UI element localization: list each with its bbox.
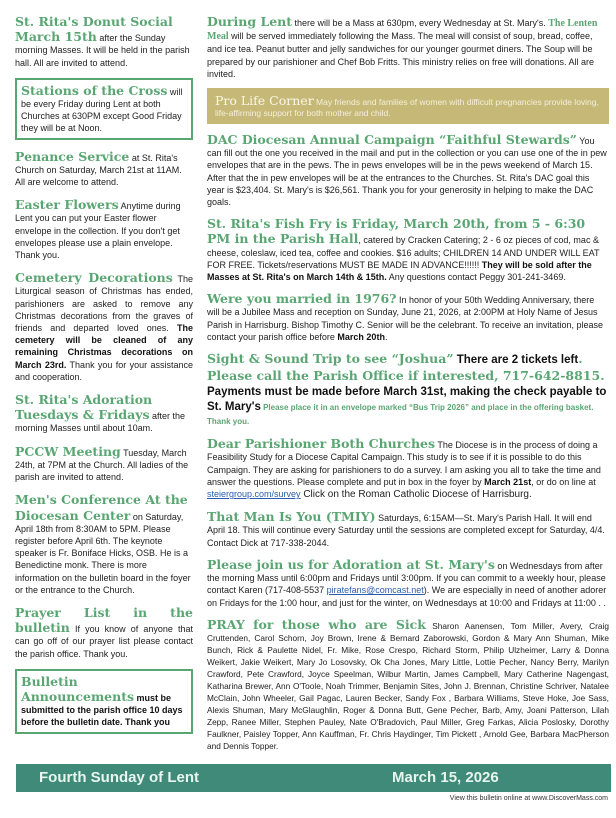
section-text: will be served immediately following the Mass. The meal will consist of soup, bread, coffee, and ice tea. Peanut butter and jelly sandwiches for our younger gourmet diners. The Soup will be prepared by our parishioner and Chef Bob Fritts. This ministry relies on free will donations. All are invited. xyxy=(207,31,595,79)
prayer-for-sick-list xyxy=(207,617,609,752)
footer-bar xyxy=(16,764,611,792)
section-heading: Men's Conference At the Diocesan Center xyxy=(15,492,188,523)
mens-conference-notice xyxy=(15,492,193,596)
section-text: on Wednesdays from after the morning Mass until 6:00pm and Fridays until 3:00pm. If you can commit to a weekly hour, please contact Karen (717-408-5537 xyxy=(207,560,606,596)
section-heading: During Lent xyxy=(207,14,293,29)
sight-sound-trip-notice xyxy=(207,351,609,428)
fish-fry-notice xyxy=(207,216,609,283)
stations-of-the-cross-box xyxy=(15,78,193,140)
donut-social-notice xyxy=(15,14,193,69)
section-heading: Easter Flowers xyxy=(15,197,119,213)
section-text: March 21st xyxy=(484,476,532,487)
section-text: ). We are especially in need of another adorer on Fridays for the 1:00 hour, and just for the winter, on Wednesdays at 10:00 and Fridays at 11:00 . . xyxy=(207,585,607,608)
link[interactable]: piratefans@comcast.net xyxy=(326,585,424,596)
section-text: after the Sunday morning Masses. It will be held in the parish hall. All are invited to attend. xyxy=(15,33,190,68)
right-column xyxy=(207,14,609,760)
section-heading: Cemetery Decorations xyxy=(15,270,173,286)
section-heading: Penance Service xyxy=(15,148,130,164)
section-heading: St. Rita's Donut Social March 15th xyxy=(15,14,173,45)
section-text: Tuesday, March 24th, at 7PM at the Church. All ladies of the parish are invited to attend. xyxy=(15,447,189,483)
section-heading: Dear Parishioner Both Churches xyxy=(207,436,436,452)
section-text: must be submitted to the parish office 10 days before the bulletin date. Thank you xyxy=(21,692,183,728)
section-text: . xyxy=(384,331,388,342)
section-heading: St. Rita's Adoration Tuesdays & Fridays xyxy=(15,392,153,423)
cemetery-decorations-notice xyxy=(15,270,193,383)
footer-date: March 15, 2026 xyxy=(392,768,499,786)
section-text: will be every Friday during Lent at both Churches at 630PM except Good Friday they will be at Noon. xyxy=(21,86,183,134)
section-text: The Liturgical season of Christmas has ended, parishioners are asked to remove any Christmas decorations from the graves of friends and departed loved ones. xyxy=(15,274,193,334)
section-text: In honor of your 50th Wedding Anniversary, there will be a Jubilee Mass and reception on Sunday, June 21, 2026, at 2:00PM at Holy Name of Jesus Parish in Harrisburg. Bishop Timothy C. Senior will be the celebrant. To receive an invitation, please contact your parish office before xyxy=(207,295,604,342)
section-text: Payments must be made before March 31st, making the check payable to St. Mary's xyxy=(207,386,607,414)
online-bulletin-note: View this bulletin online at www.DiscoverMass.com xyxy=(449,794,608,802)
section-text: The Diocese is in the process of doing a Feasibility Study for a Diocese Capital Campaign. This study is to see if it is possible to do this Campaign. They are asking for parishioners to do a survey. I am asking you all to take the time and answer the questions. Please complete and put in box in the foyer by xyxy=(207,440,601,487)
jubilee-notice xyxy=(207,291,609,343)
section-heading: PCCW Meeting xyxy=(15,443,121,459)
adoration-st-rita-notice xyxy=(15,392,193,435)
easter-flowers-notice xyxy=(15,197,193,261)
section-text: The cemetery will be cleaned of any remaining Christmas decorations on March 23rd. xyxy=(15,323,193,370)
section-text: on Saturday, April 18th from 8:30AM to 5PM. Please register before April 6th. The keynote speaker is Fr. Boniface Hicks, OSB. He is a Benedictine monk. There is more information on the bulletin board in the foyer or the entrance to the Church. xyxy=(15,511,191,595)
section-text: May friends and families of women with difficult pregnancies provide loving, life-affirming support for both mother and child. xyxy=(215,97,599,119)
section-text: Please place it in an envelope marked “Bus Trip 2026” and place in the offering basket. Thank you. xyxy=(207,403,594,427)
section-text: there will be a Mass at 630pm, every Wednesday at St. Mary's. xyxy=(292,18,549,28)
section-text: Sharon Aanensen, Tom Miller, Avery, Craig Cruttenden, Carol Schorn, Joy Brown, Irene & Bernard Zaborowski, Gordon & Mary Ann Shuman, Mike Bunch, Rick & Paulette Nidel, Fr. Mike, Rose Crespo, Richard Storm, Philip Ulzheimer, Larry & Donna Weikert, Jakie Weikert, Mary Jo Losovsky, Ok Cha Jones, Mary Little, Lottie Pecher, Nancy Berry, Marilyn Crawford, Pete Crawford, Joyce Speelman, Wilbur Martin, James Campbell, Mary Catherine Nagengast, Katharina Brewer, Ann O'Toole, Noah Trimmer, Benjamin Sites, John J. Brennan, Christine Schriver, Natalee McClain, John Wheeler, Gail Pagac, Lauren Becker, Sandy Fox , Barbara Williams, Steve Hoke, Joe Sass, Alexis Shuman, Mary McGlaughlin, Roger & Donna Butt, Gene Pecher, Barb, Amy, Joani Patterson, Lilah Zepp, Ranee Miller, Stephen Pauley, Nate O'Bradovich, Paul Miller, Greg Farkas, Alicia Poslosky, Dorothy Faulkner, Paisley Topper, Ann Kauffman, Fr. Chris Haydinger, Tim Pickett , Arnold Gee, Barbara MacPherson and Dennis Topper. xyxy=(207,620,609,751)
section-heading: St. Rita's Fish Fry is Friday, March 20th, from 5 - 6:30 PM in the Parish Hall xyxy=(207,216,586,247)
section-text: after the morning Masses until about 10am. xyxy=(15,411,186,434)
pccw-meeting-notice xyxy=(15,444,193,484)
section-heading: That Man Is You (TMIY) xyxy=(207,509,376,525)
section-text: Thank you for your assistance and cooperation. xyxy=(15,359,193,382)
section-heading: Please join us for Adoration at St. Mary's xyxy=(207,556,495,572)
section-heading: Were you married in 1976? xyxy=(207,291,397,307)
section-heading: Pro Life Corner xyxy=(215,93,314,109)
footer-sunday-label: Fourth Sunday of Lent xyxy=(39,768,199,786)
section-text: You can fill out the one you received in the mail and put in the collection or you can use one of the in pew envelopes that are in the pews. The in pews envelopes will be in the pews weekend of March 15. After that the in pew envelopes will be at the entrances to the Churches. St. Rita's DAC goal this year is $23,404. St. Mary's is $26,561. Thank you for your generosity in helping to make the DAC goals. xyxy=(207,136,607,208)
section-text: The Lenten Meal xyxy=(207,18,598,43)
section-text: Any questions contact Peggy 301-241-3469. xyxy=(386,272,566,283)
penance-service-notice xyxy=(15,149,193,189)
section-text: If you know of anyone that can go off of our prayer list please contact the parish office. Thank you. xyxy=(15,624,193,659)
dac-campaign-notice xyxy=(207,132,609,208)
section-text: , catered by Cracken Catering; 2 - 6 oz pieces of cod, mac & cheese, coleslaw, iced tea, coffee and cookies. $16 adults; CHILDREN 14 AND UNDER WILL EAT FOR FREE. Tickets/reservations MUST BE MADE IN ADVANCE!!!!!! xyxy=(207,235,600,270)
section-text: There are 2 tickets left xyxy=(453,354,579,367)
section-heading: Stations of the Cross xyxy=(21,82,168,98)
section-text: March 20th xyxy=(337,331,385,342)
section-text: Saturdays, 6:15AM—St. Mary's Parish Hall. It will end April 18. This will continue every Saturday until the sessions are completed except for Saturday, 4/4. Contact Dick at 717-338-2044. xyxy=(207,513,605,548)
prayer-list-notice xyxy=(15,605,193,660)
section-heading: Prayer List in the bulletin xyxy=(15,604,193,636)
tmiy-notice xyxy=(207,509,609,549)
survey-notice xyxy=(207,436,609,501)
pro-life-corner-banner xyxy=(207,88,609,124)
section-heading: Bulletin Announcements xyxy=(21,673,135,704)
section-text: at St. Rita's Church on Saturday, March 21st at 11AM. All are welcome to attend. xyxy=(15,152,182,188)
section-text: Anytime during Lent you can put your Easter flower envelope in the collection. If you don't get envelopes please use a plain envelope. Thank you. xyxy=(15,201,181,261)
section-text: They will be sold after the Masses at St. Rita's on March 14th & 15th. xyxy=(207,259,592,283)
section-heading: DAC Diocesan Annual Campaign “Faithful Stewards” xyxy=(207,132,577,148)
section-heading: Sight & Sound Trip to see “Joshua” xyxy=(207,351,454,367)
during-lent-notice xyxy=(207,14,609,80)
link[interactable]: steiergroup.com/survey xyxy=(207,489,301,500)
section-text: , or do on line at xyxy=(531,476,596,487)
section-heading: PRAY for those who are Sick xyxy=(207,616,426,632)
bulletin-announcements-box xyxy=(15,669,193,734)
section-text: Click on the Roman Catholic Diocese of Harrisburg. xyxy=(300,489,532,501)
section-heading: . Please call the Parish Office if interested, 717-642-8815. xyxy=(207,351,605,384)
left-column xyxy=(15,14,193,760)
adoration-st-mary-notice xyxy=(207,557,609,609)
